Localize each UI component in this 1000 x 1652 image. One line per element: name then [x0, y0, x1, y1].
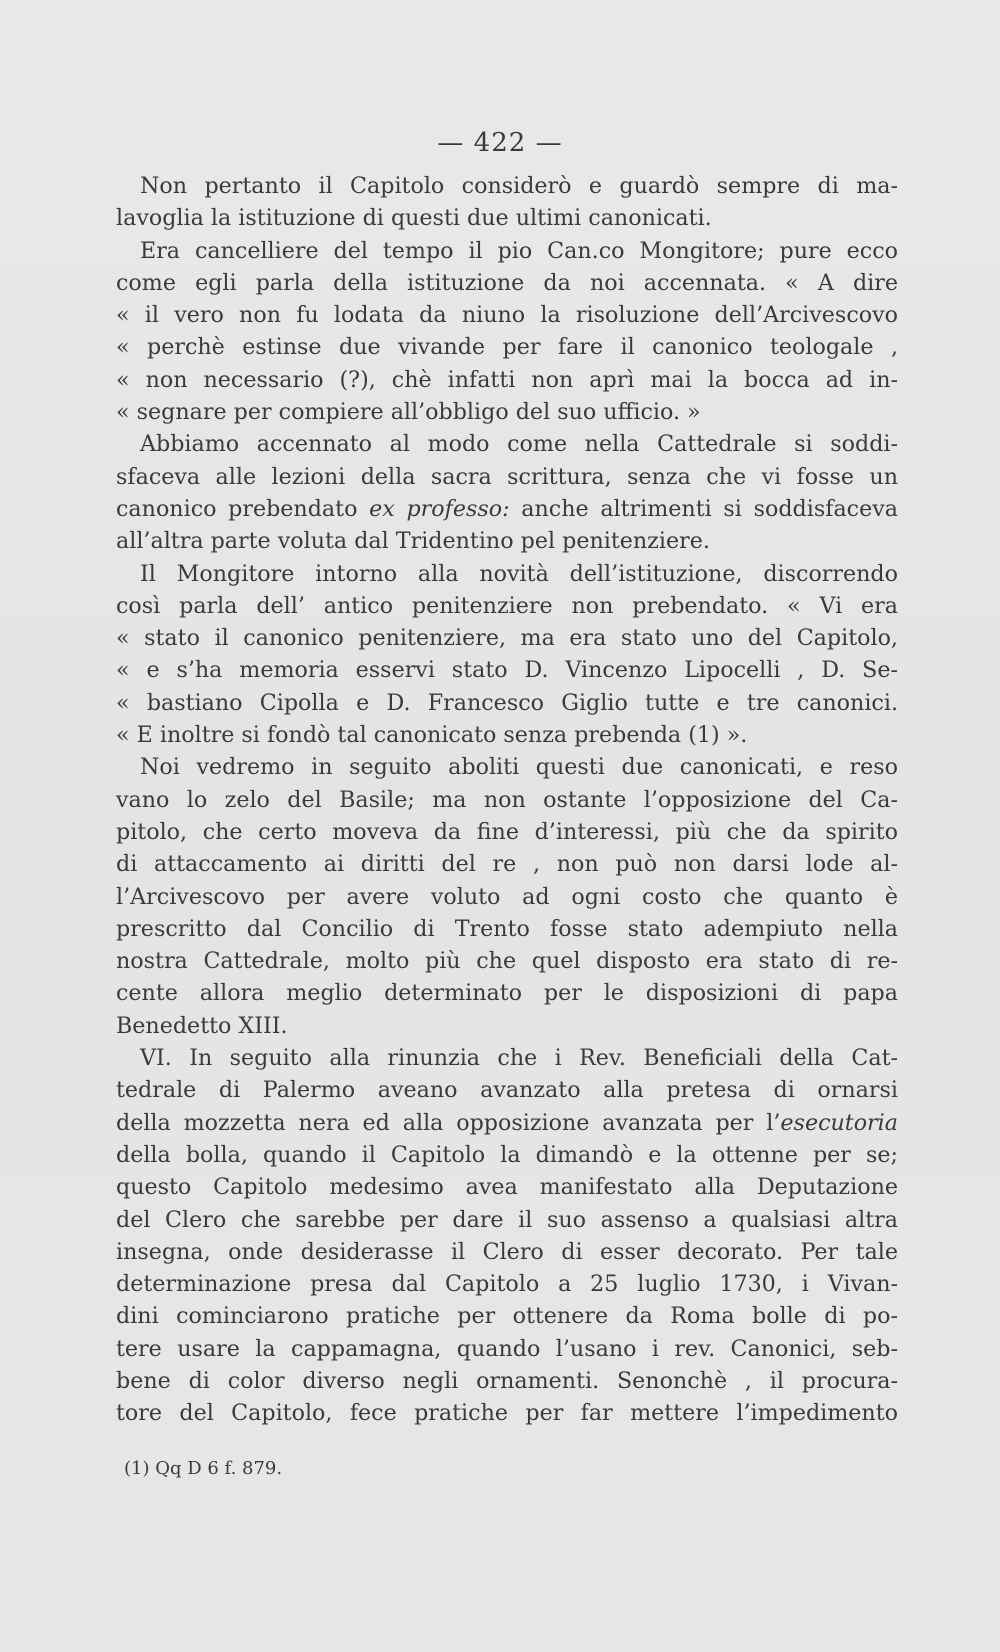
text-line: vano lo zelo del Basile; ma non ostante l’opposizione del Ca- [116, 786, 898, 813]
text-line: dini cominciarono pratiche per ottenere da Roma bolle di po- [116, 1303, 898, 1330]
text-line [116, 1107, 898, 1139]
text-line: tedrale di Palermo aveano avanzato alla pretesa di ornarsi [116, 1077, 898, 1104]
text-line: come egli parla della istituzione da noi accennata. « A dire [116, 269, 898, 296]
text-line-segment: della mozzetta nera ed alla opposizione avanzata per l’ [116, 1109, 781, 1136]
text-line: VI. In seguito alla rinunzia che i Rev. Beneficiali della Cat- [140, 1045, 898, 1072]
text-line: tore del Capitolo, fece pratiche per far mettere l’impedimento [116, 1400, 898, 1427]
text-line: « E inoltre si fondò tal canonicato senza prebenda (1) ». [116, 722, 748, 749]
text-line: del Clero che sarebbe per dare il suo assenso a qualsiasi altra [116, 1206, 898, 1233]
text-line: determinazione presa dal Capitolo a 25 luglio 1730, i Vivan- [116, 1271, 898, 1298]
page-number: — 422 — [437, 128, 563, 158]
text-line: Era cancelliere del tempo il pio Can.co Mongitore; pure ecco [140, 237, 898, 264]
text-line: Abbiamo accennato al modo come nella Cattedrale si soddi- [140, 431, 898, 458]
text-line: prescritto dal Concilio di Trento fosse stato adempiuto nella [116, 915, 898, 942]
text-line: « non necessario (?), chè infatti non aprì mai la bocca ad in- [116, 366, 898, 393]
footnote: (1) Qq D 6 f. 879. [124, 1458, 283, 1479]
text-line: « il vero non fu lodata da niuno la risoluzione dell’Arcivescovo [116, 302, 898, 329]
text-line-segment: canonico prebendato [116, 495, 370, 522]
text-line: cente allora meglio determinato per le disposizioni di papa [116, 980, 898, 1007]
text-line: Il Mongitore intorno alla novità dell’istituzione, discorrendo [140, 560, 898, 587]
text-line: « e s’ha memoria esservi stato D. Vincenzo Lipocelli , D. Se- [116, 657, 898, 684]
text-line-segment: anche altrimenti si soddisfaceva [509, 495, 898, 522]
text-line: questo Capitolo medesimo avea manifestato alla Deputazione [116, 1174, 898, 1201]
text-line: Benedetto XIII. [116, 1012, 288, 1039]
text-line: sfaceva alle lezioni della sacra scrittura, senza che vi fosse un [116, 463, 898, 490]
italic-term: ex professo: [369, 495, 510, 522]
body-text [116, 170, 898, 1430]
text-line: nostra Cattedrale, molto più che quel disposto era stato di re- [116, 948, 898, 975]
text-line: lavoglia la istituzione di questi due ultimi canonicati. [116, 205, 712, 232]
text-line: di attaccamento ai diritti del re , non può non darsi lode al- [116, 851, 898, 878]
text-line: « stato il canonico penitenziere, ma era stato uno del Capitolo, [116, 625, 898, 652]
text-line: « perchè estinse due vivande per fare il canonico teologale , [116, 334, 898, 361]
text-line: Noi vedremo in seguito aboliti questi due canonicati, e reso [140, 754, 898, 781]
text-line: così parla dell’ antico penitenziere non prebendato. « Vi era [116, 592, 898, 619]
text-line [116, 493, 898, 525]
text-line: pitolo, che certo moveva da fine d’interessi, più che da spirito [116, 818, 898, 845]
text-line: della bolla, quando il Capitolo la dimandò e la ottenne per se; [116, 1141, 898, 1168]
text-line: « bastiano Cipolla e D. Francesco Giglio tutte e tre canonici. [116, 689, 898, 716]
text-line: l’Arcivescovo per avere voluto ad ogni costo che quanto è [116, 883, 898, 910]
text-line: all’altra parte voluta dal Tridentino pel penitenziere. [116, 528, 710, 555]
text-line: Non pertanto il Capitolo considerò e guardò sempre di ma- [140, 173, 898, 199]
text-line: tere usare la cappamagna, quando l’usano i rev. Canonici, seb- [116, 1335, 898, 1362]
italic-term: esecutoria [780, 1109, 898, 1136]
text-line: bene di color diverso negli ornamenti. Senonchè , il procura- [116, 1367, 898, 1394]
text-line: « segnare per compiere all’obbligo del suo ufficio. » [116, 399, 701, 426]
text-line: insegna, onde desiderasse il Clero di esser decorato. Per tale [116, 1238, 898, 1265]
